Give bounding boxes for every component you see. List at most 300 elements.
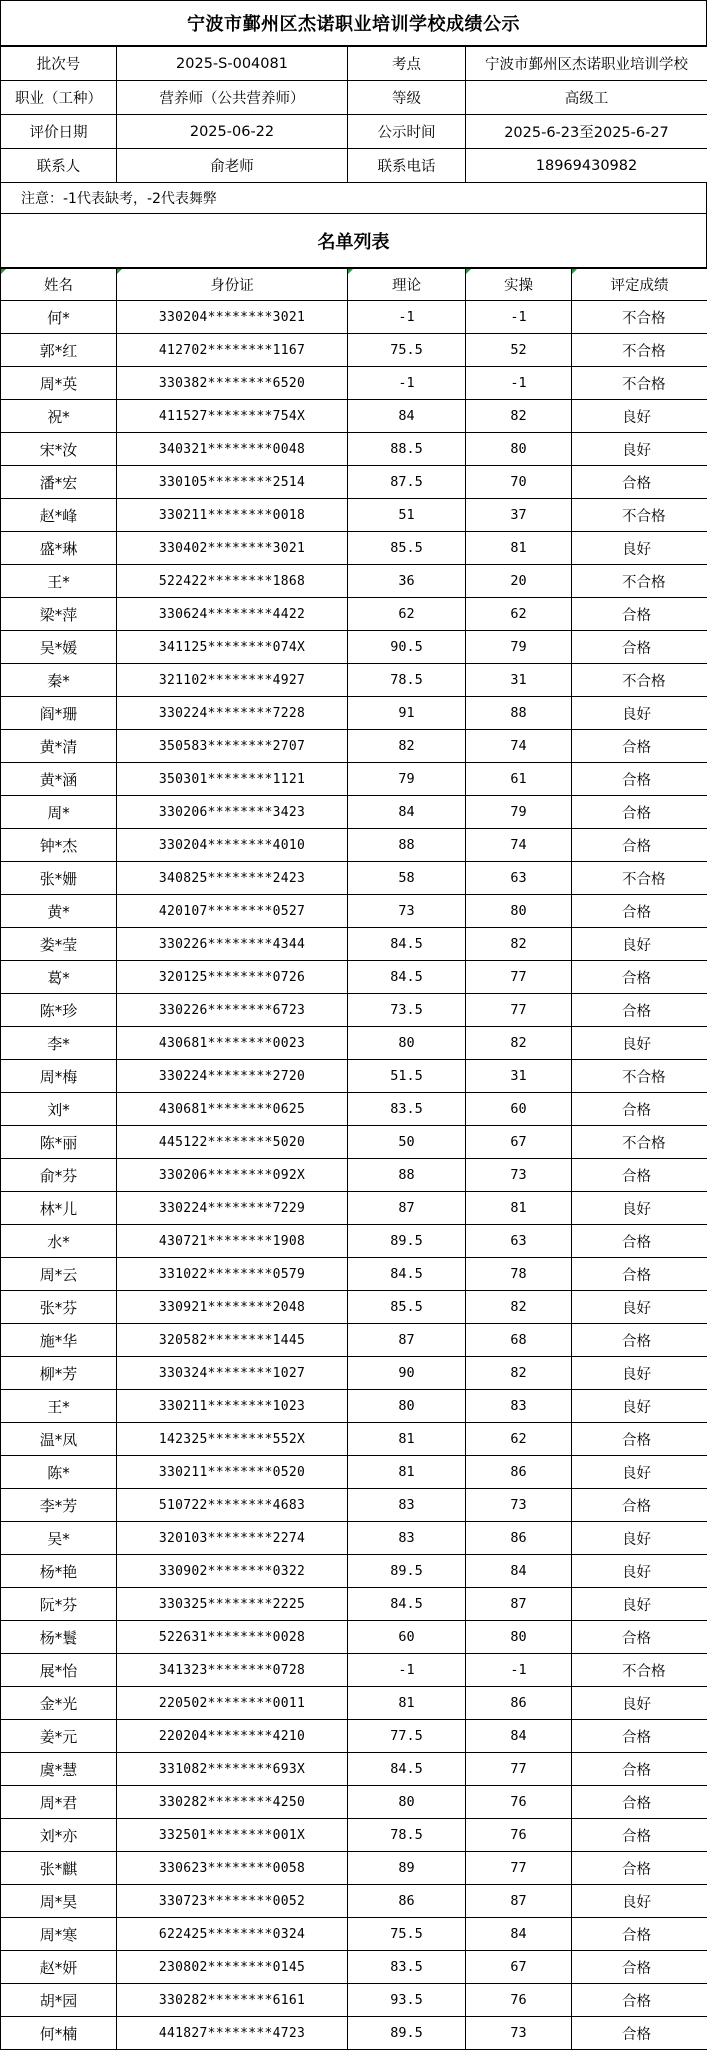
col-header-practical: 实操 [466,269,572,301]
table-row [1,1984,707,2017]
cell-theory-score: 89.5 [348,1225,466,1258]
cell-practical-score: 84 [466,1720,572,1753]
cell-theory-score: 58 [348,862,466,895]
table-row [1,928,707,961]
cell-id-number: 330206********3423 [117,796,348,829]
cell-result: 良好 [572,400,707,433]
cell-practical-score: 70 [466,466,572,499]
cell-id-number: 330282********4250 [117,1786,348,1819]
cell-practical-score: 83 [466,1390,572,1423]
table-row [1,1027,707,1060]
cell-theory-score: 87 [348,1324,466,1357]
cell-practical-score: 20 [466,565,572,598]
cell-practical-score: 84 [466,1555,572,1588]
cell-practical-score: 62 [466,598,572,631]
cell-id-number: 330206********092X [117,1159,348,1192]
table-row [1,1159,707,1192]
cell-result: 合格 [572,796,707,829]
cell-id-number: 330623********0058 [117,1852,348,1885]
cell-result: 合格 [572,1324,707,1357]
cell-theory-score: 89.5 [348,1555,466,1588]
cell-result: 不合格 [572,499,707,532]
cell-practical-score: 73 [466,1489,572,1522]
cell-practical-score: 82 [466,400,572,433]
table-row [1,1357,707,1390]
cell-practical-score: 74 [466,829,572,862]
table-row [1,499,707,532]
table-row [1,895,707,928]
table-row [1,796,707,829]
note-text: 注意：-1代表缺考，-2代表舞弊 [0,183,707,214]
cell-id-number: 330105********2514 [117,466,348,499]
cell-practical-score: 86 [466,1687,572,1720]
cell-id-number: 230802********0145 [117,1951,348,1984]
cell-theory-score: 77.5 [348,1720,466,1753]
table-row [1,730,707,763]
cell-id-number: 430681********0023 [117,1027,348,1060]
cell-result: 合格 [572,1918,707,1951]
cell-result: 良好 [572,532,707,565]
cell-result: 合格 [572,1225,707,1258]
cell-theory-score: 88 [348,1159,466,1192]
date-label: 评价日期 [1,115,117,149]
cell-id-number: 332501********001X [117,1819,348,1852]
cell-id-number: 330921********2048 [117,1291,348,1324]
cell-id-number: 330211********0520 [117,1456,348,1489]
cell-id-number: 330325********2225 [117,1588,348,1621]
cell-name: 周*梅 [1,1060,117,1093]
cell-name: 宋*汝 [1,433,117,466]
cell-id-number: 445122********5020 [117,1126,348,1159]
col-header-id: 身份证 [117,269,348,301]
cell-theory-score: 85.5 [348,532,466,565]
cell-id-number: 441827********4723 [117,2017,348,2050]
cell-theory-score: 51.5 [348,1060,466,1093]
cell-result: 良好 [572,1192,707,1225]
cell-name: 温*凤 [1,1423,117,1456]
table-row [1,1489,707,1522]
cell-name: 阮*芬 [1,1588,117,1621]
cell-result: 合格 [572,1951,707,1984]
cell-name: 黄*清 [1,730,117,763]
batch-label: 批次号 [1,47,117,81]
cell-name: 王* [1,1390,117,1423]
cell-theory-score: 83 [348,1522,466,1555]
cell-result: 良好 [572,1291,707,1324]
cell-id-number: 330204********4010 [117,829,348,862]
table-row [1,1786,707,1819]
cell-id-number: 330211********0018 [117,499,348,532]
cell-practical-score: 86 [466,1456,572,1489]
cell-id-number: 330382********6520 [117,367,348,400]
col-header-result: 评定成绩 [572,269,707,301]
cell-result: 合格 [572,1720,707,1753]
cell-id-number: 330211********1023 [117,1390,348,1423]
cell-result: 良好 [572,1456,707,1489]
cell-id-number: 411527********754X [117,400,348,433]
cell-id-number: 330723********0052 [117,1885,348,1918]
cell-id-number: 341323********0728 [117,1654,348,1687]
cell-result: 合格 [572,1093,707,1126]
table-row [1,1819,707,1852]
cell-name: 俞*芬 [1,1159,117,1192]
cell-name: 姜*元 [1,1720,117,1753]
cell-name: 周* [1,796,117,829]
cell-result: 合格 [572,763,707,796]
table-body [1,301,707,2050]
cell-result: 良好 [572,928,707,961]
cell-theory-score: 79 [348,763,466,796]
cell-theory-score: 62 [348,598,466,631]
cell-theory-score: 84.5 [348,1588,466,1621]
table-row [1,1390,707,1423]
table-row [1,1852,707,1885]
cell-id-number: 350301********1121 [117,763,348,796]
cell-practical-score: 61 [466,763,572,796]
phone-value: 18969430982 [466,149,707,183]
table-row [1,565,707,598]
table-row [1,1951,707,1984]
cell-theory-score: 85.5 [348,1291,466,1324]
cell-name: 刘*亦 [1,1819,117,1852]
cell-name: 展*怡 [1,1654,117,1687]
cell-practical-score: 81 [466,532,572,565]
cell-practical-score: 63 [466,1225,572,1258]
cell-result: 良好 [572,697,707,730]
cell-name: 林*儿 [1,1192,117,1225]
cell-id-number: 320125********0726 [117,961,348,994]
cell-practical-score: 80 [466,433,572,466]
cell-result: 良好 [572,433,707,466]
cell-result: 合格 [572,2017,707,2050]
table-row [1,664,707,697]
cell-result: 良好 [572,1555,707,1588]
level-value: 高级工 [466,81,707,115]
cell-practical-score: 86 [466,1522,572,1555]
info-row-date [1,115,707,149]
cell-name: 钟*杰 [1,829,117,862]
cell-id-number: 330902********0322 [117,1555,348,1588]
cell-practical-score: 63 [466,862,572,895]
cell-name: 杨*艳 [1,1555,117,1588]
cell-result: 不合格 [572,1126,707,1159]
table-row [1,1885,707,1918]
cell-result: 合格 [572,1159,707,1192]
cell-practical-score: 80 [466,895,572,928]
cell-name: 张*姗 [1,862,117,895]
cell-practical-score: 68 [466,1324,572,1357]
info-row-batch [1,47,707,81]
cell-theory-score: 86 [348,1885,466,1918]
cell-theory-score: 75.5 [348,1918,466,1951]
cell-theory-score: 60 [348,1621,466,1654]
cell-result: 良好 [572,1885,707,1918]
table-row [1,862,707,895]
cell-name: 盛*琳 [1,532,117,565]
cell-theory-score: 78.5 [348,1819,466,1852]
cell-result: 合格 [572,466,707,499]
cell-result: 不合格 [572,1060,707,1093]
cell-result: 不合格 [572,367,707,400]
cell-name: 王* [1,565,117,598]
cell-result: 合格 [572,1984,707,2017]
cell-id-number: 330204********3021 [117,301,348,334]
cell-id-number: 341125********074X [117,631,348,664]
col-header-name: 姓名 [1,269,117,301]
cell-result: 不合格 [572,664,707,697]
cell-result: 良好 [572,1357,707,1390]
site-value: 宁波市鄞州区杰诺职业培训学校 [466,47,707,81]
cell-theory-score: 87 [348,1192,466,1225]
cell-practical-score: 74 [466,730,572,763]
table-row [1,1918,707,1951]
table-row [1,334,707,367]
cell-practical-score: 77 [466,994,572,1027]
table-row [1,1291,707,1324]
table-row [1,1225,707,1258]
cell-theory-score: -1 [348,367,466,400]
cell-theory-score: 50 [348,1126,466,1159]
cell-theory-score: 81 [348,1456,466,1489]
cell-practical-score: 88 [466,697,572,730]
table-row [1,1555,707,1588]
table-row [1,1258,707,1291]
cell-name: 潘*宏 [1,466,117,499]
cell-id-number: 142325********552X [117,1423,348,1456]
cell-name: 刘* [1,1093,117,1126]
cell-name: 何* [1,301,117,334]
table-row [1,433,707,466]
cell-id-number: 340321********0048 [117,433,348,466]
table-row [1,961,707,994]
cell-name: 李* [1,1027,117,1060]
cell-theory-score: 88.5 [348,433,466,466]
cell-id-number: 330226********6723 [117,994,348,1027]
cell-practical-score: 37 [466,499,572,532]
cell-id-number: 331022********0579 [117,1258,348,1291]
cell-theory-score: 84.5 [348,1753,466,1786]
cell-result: 不合格 [572,334,707,367]
contact-value: 俞老师 [117,149,348,183]
cell-name: 柳*芳 [1,1357,117,1390]
cell-theory-score: 81 [348,1423,466,1456]
list-title: 名单列表 [0,214,707,268]
cell-result: 合格 [572,730,707,763]
cell-result: 合格 [572,631,707,664]
cell-id-number: 330224********7228 [117,697,348,730]
cell-result: 不合格 [572,1654,707,1687]
cell-name: 杨*鬟 [1,1621,117,1654]
cell-id-number: 321102********4927 [117,664,348,697]
cell-practical-score: -1 [466,367,572,400]
cell-practical-score: 62 [466,1423,572,1456]
cell-theory-score: -1 [348,1654,466,1687]
cell-name: 梁*萍 [1,598,117,631]
cell-practical-score: 77 [466,1753,572,1786]
cell-theory-score: 36 [348,565,466,598]
cell-practical-score: 77 [466,1852,572,1885]
cell-id-number: 330226********4344 [117,928,348,961]
cell-result: 良好 [572,1390,707,1423]
cell-practical-score: 82 [466,1027,572,1060]
table-row [1,1522,707,1555]
cell-result: 合格 [572,1423,707,1456]
cell-practical-score: 73 [466,1159,572,1192]
table-row [1,1126,707,1159]
cell-practical-score: 79 [466,631,572,664]
cell-result: 合格 [572,1621,707,1654]
cell-name: 陈* [1,1456,117,1489]
cell-result: 不合格 [572,565,707,598]
info-table [0,46,707,183]
job-value: 营养师（公共营养师） [117,81,348,115]
cell-theory-score: 90 [348,1357,466,1390]
cell-id-number: 420107********0527 [117,895,348,928]
cell-result: 合格 [572,1489,707,1522]
cell-id-number: 220502********0011 [117,1687,348,1720]
cell-name: 陈*丽 [1,1126,117,1159]
cell-result: 不合格 [572,862,707,895]
batch-value: 2025-S-004081 [117,47,348,81]
cell-id-number: 330402********3021 [117,532,348,565]
cell-id-number: 430681********0625 [117,1093,348,1126]
cell-result: 合格 [572,895,707,928]
cell-result: 良好 [572,1588,707,1621]
cell-theory-score: 78.5 [348,664,466,697]
cell-name: 吴* [1,1522,117,1555]
cell-result: 合格 [572,1786,707,1819]
cell-theory-score: 80 [348,1390,466,1423]
page-title: 宁波市鄞州区杰诺职业培训学校成绩公示 [1,1,706,46]
info-row-contact [1,149,707,183]
cell-practical-score: -1 [466,301,572,334]
cell-id-number: 340825********2423 [117,862,348,895]
cell-practical-score: 76 [466,1786,572,1819]
cell-id-number: 412702********1167 [117,334,348,367]
cell-result: 不合格 [572,301,707,334]
cell-theory-score: 84 [348,796,466,829]
cell-id-number: 510722********4683 [117,1489,348,1522]
cell-theory-score: 88 [348,829,466,862]
table-header-row [1,269,707,301]
cell-name: 陈*珍 [1,994,117,1027]
cell-theory-score: -1 [348,301,466,334]
cell-theory-score: 89.5 [348,2017,466,2050]
cell-theory-score: 80 [348,1786,466,1819]
cell-name: 吴*媛 [1,631,117,664]
table-row [1,1588,707,1621]
cell-name: 水* [1,1225,117,1258]
cell-name: 周*英 [1,367,117,400]
cell-name: 周*昊 [1,1885,117,1918]
cell-result: 良好 [572,1522,707,1555]
cell-practical-score: 82 [466,928,572,961]
table-row [1,829,707,862]
cell-name: 张*芬 [1,1291,117,1324]
cell-id-number: 320103********2274 [117,1522,348,1555]
cell-practical-score: 67 [466,1126,572,1159]
cell-id-number: 320582********1445 [117,1324,348,1357]
table-row [1,2017,707,2050]
cell-practical-score: 31 [466,664,572,697]
cell-theory-score: 83.5 [348,1951,466,1984]
cell-practical-score: -1 [466,1654,572,1687]
cell-name: 周*云 [1,1258,117,1291]
cell-practical-score: 79 [466,796,572,829]
cell-id-number: 430721********1908 [117,1225,348,1258]
header-block [0,0,707,46]
table-row [1,697,707,730]
table-row [1,1060,707,1093]
cell-theory-score: 75.5 [348,334,466,367]
table-row [1,1654,707,1687]
cell-practical-score: 73 [466,2017,572,2050]
cell-theory-score: 81 [348,1687,466,1720]
cell-name: 何*楠 [1,2017,117,2050]
cell-theory-score: 87.5 [348,466,466,499]
cell-name: 周*寒 [1,1918,117,1951]
score-table [0,268,707,2050]
contact-label: 联系人 [1,149,117,183]
cell-result: 合格 [572,829,707,862]
cell-result: 合格 [572,961,707,994]
table-row [1,763,707,796]
cell-id-number: 522631********0028 [117,1621,348,1654]
cell-id-number: 330224********7229 [117,1192,348,1225]
cell-name: 周*君 [1,1786,117,1819]
cell-id-number: 330282********6161 [117,1984,348,2017]
table-row [1,1093,707,1126]
cell-practical-score: 52 [466,334,572,367]
phone-label: 联系电话 [348,149,466,183]
cell-name: 金*光 [1,1687,117,1720]
cell-id-number: 330224********2720 [117,1060,348,1093]
cell-name: 祝* [1,400,117,433]
cell-name: 李*芳 [1,1489,117,1522]
cell-practical-score: 87 [466,1588,572,1621]
cell-name: 郭*红 [1,334,117,367]
cell-theory-score: 82 [348,730,466,763]
cell-id-number: 220204********4210 [117,1720,348,1753]
table-row [1,1753,707,1786]
cell-result: 良好 [572,1687,707,1720]
table-row [1,301,707,334]
cell-practical-score: 82 [466,1357,572,1390]
cell-theory-score: 93.5 [348,1984,466,2017]
cell-name: 葛* [1,961,117,994]
cell-id-number: 622425********0324 [117,1918,348,1951]
table-row [1,1621,707,1654]
cell-result: 合格 [572,994,707,1027]
cell-name: 施*华 [1,1324,117,1357]
cell-name: 黄* [1,895,117,928]
cell-practical-score: 80 [466,1621,572,1654]
cell-theory-score: 84.5 [348,1258,466,1291]
table-row [1,466,707,499]
cell-theory-score: 91 [348,697,466,730]
table-row [1,1423,707,1456]
cell-name: 阎*珊 [1,697,117,730]
cell-theory-score: 84.5 [348,961,466,994]
cell-practical-score: 31 [466,1060,572,1093]
cell-name: 秦* [1,664,117,697]
cell-name: 黄*涵 [1,763,117,796]
table-row [1,532,707,565]
table-row [1,1456,707,1489]
cell-practical-score: 77 [466,961,572,994]
cell-name: 虞*慧 [1,1753,117,1786]
cell-id-number: 330324********1027 [117,1357,348,1390]
